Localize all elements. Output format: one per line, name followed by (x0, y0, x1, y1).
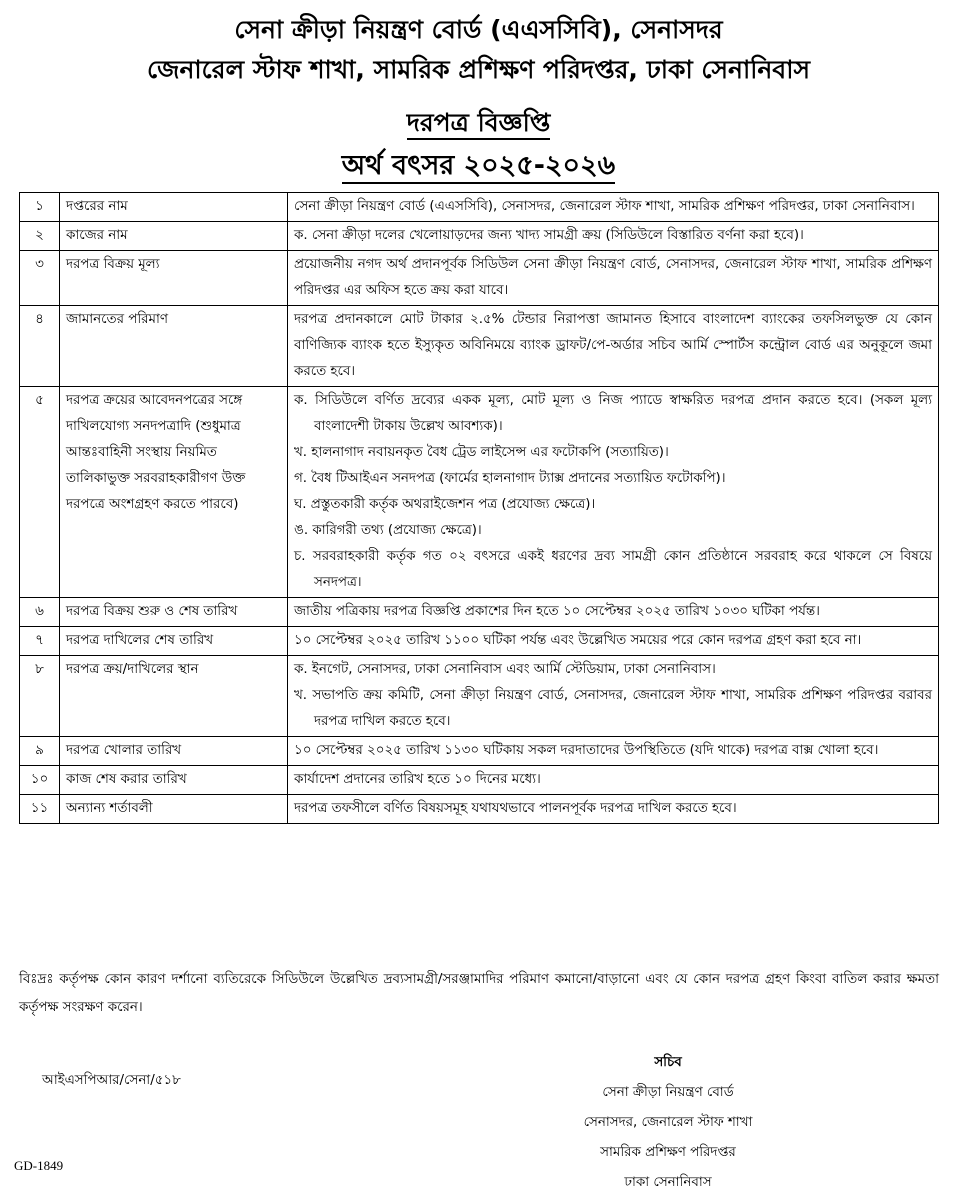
gd-number: GD-1849 (14, 1158, 64, 1173)
notice-title (0, 103, 957, 146)
list-item: ক. ইনগেট, সেনাসদর, ঢাকা সেনানিবাস এবং আর্মি স্টেডিয়াম, ঢাকা সেনানিবাস। (294, 662, 716, 677)
serial-cell: ৭ (20, 627, 60, 656)
label-cell: দপ্তরের নাম (60, 193, 288, 222)
list-item: ঘ. প্রস্তুতকারী কর্তৃক অথরাইজেশন পত্র (প্রযোজ্য ক্ষেত্রে)। (294, 497, 596, 512)
footnote: বিঃদ্রঃ কর্তৃপক্ষ কোন কারণ দর্শানো ব্যতিরেকে সিডিউলে উল্লেখিত দ্রব্যসামগ্রী/সরঞ্জামাদির পরিমাণ কমানো/বাড়ানো এবং যে কোন দরপত্র গ্রহণ কিংবা বাতিল করার ক্ষমতা কর্তৃপক্ষ সংরক্ষণ করেন। (19, 972, 939, 1015)
serial-cell: ৫ (20, 387, 60, 598)
serial-cell: ৬ (20, 598, 60, 627)
table-row (20, 795, 939, 824)
serial-cell: ৩ (20, 251, 60, 306)
table-row (20, 656, 939, 737)
label-cell: অন্যান্য শর্তাবলী (60, 795, 288, 824)
table-row (20, 251, 939, 306)
header-line-2: জেনারেল স্টাফ শাখা, সামরিক প্রশিক্ষণ পরিদপ্তর, ঢাকা সেনানিবাস (147, 55, 810, 84)
list-item: খ. সভাপতি ক্রয় কমিটি, সেনা ক্রীড়া নিয়ন্ত্রণ বোর্ড, সেনাসদর, জেনারেল স্টাফ শাখা, সামরিক প্রশিক্ষণ পরিদপ্তর বরাবর দরপত্র দাখিল করতে হবে। (294, 688, 932, 729)
signatory-line: সেনাসদর, জেনারেল স্টাফ শাখা (583, 1115, 753, 1130)
table-row (20, 306, 939, 387)
table-row (20, 387, 939, 598)
label-cell: কাজের নাম (60, 222, 288, 251)
serial-cell: ১১ (20, 795, 60, 824)
table-row (20, 598, 939, 627)
serial-cell: ৪ (20, 306, 60, 387)
table-row (20, 222, 939, 251)
table-row (20, 737, 939, 766)
value-cell: দরপত্র তফসীলে বর্ণিত বিষয়সমূহ যথাযথভাবে পালনপূর্বক দরপত্র দাখিল করতে হবে। (288, 795, 939, 824)
serial-cell: ১ (20, 193, 60, 222)
header-line-1: সেনা ক্রীড়া নিয়ন্ত্রণ বোর্ড (এএসসিবি), সেনাসদর (234, 15, 723, 44)
value-cell: জাতীয় পত্রিকায় দরপত্র বিজ্ঞপ্তি প্রকাশের দিন হতে ১০ সেপ্টেম্বর ২০২৫ তারিখ ১০৩০ ঘটিকা পর্যন্ত। (288, 598, 939, 627)
value-cell (288, 387, 939, 598)
serial-cell: ৮ (20, 656, 60, 737)
value-cell: ক. সেনা ক্রীড়া দলের খেলোয়াড়দের জন্য খাদ্য সামগ্রী ক্রয় (সিডিউলে বিস্তারিত বর্ণনা করা হবে)। (288, 222, 939, 251)
label-cell: দরপত্র ক্রয়ের আবেদনপত্রের সঙ্গে দাখিলযোগ্য সনদপত্রাদি (শুধুমাত্র আন্তঃবাহিনী সংস্থায় নিয়মিত তালিকাভুক্ত সরবরাহকারীগণ উক্ত দরপত্রে অংশগ্রহণ করতে পারবে) (60, 387, 288, 598)
value-cell: ১০ সেপ্টেম্বর ২০২৫ তারিখ ১১০০ ঘটিকা পর্যন্ত এবং উল্লেখিত সময়ের পরে কোন দরপত্র গ্রহণ করা হবে না। (288, 627, 939, 656)
label-cell: দরপত্র বিক্রয় মূল্য (60, 251, 288, 306)
value-cell: ১০ সেপ্টেম্বর ২০২৫ তারিখ ১১৩০ ঘটিকায় সকল দরদাতাদের উপস্থিতিতে (যদি থাকে) দরপত্র বাক্স খোলা হবে। (288, 737, 939, 766)
tender-details-table (19, 192, 939, 824)
label-cell: দরপত্র ক্রয়/দাখিলের স্থান (60, 656, 288, 737)
value-cell (288, 656, 939, 737)
value-cell: সেনা ক্রীড়া নিয়ন্ত্রণ বোর্ড (এএসসিবি), সেনাসদর, জেনারেল স্টাফ শাখা, সামরিক প্রশিক্ষণ পরিদপ্তর, ঢাকা সেনানিবাস। (288, 193, 939, 222)
signatory-line: সেনা ক্রীড়া নিয়ন্ত্রণ বোর্ড (602, 1085, 734, 1100)
signature-block (538, 1048, 798, 1198)
list-item: ক. সিডিউলে বর্ণিত দ্রব্যের একক মূল্য, মোট মূল্য ও নিজ প্যাডে স্বাক্ষরিত দরপত্র প্রদান করতে হবে। (সকল মূল্য বাংলাদেশী টাকায় উল্লেখ আবশ্যক)। (294, 393, 932, 434)
serial-cell: ২ (20, 222, 60, 251)
value-cell: কার্যাদেশ প্রদানের তারিখ হতে ১০ দিনের মধ্যে। (288, 766, 939, 795)
signatory-title: সচিব (654, 1055, 682, 1070)
serial-cell: ১০ (20, 766, 60, 795)
label-cell: দরপত্র বিক্রয় শুরু ও শেষ তারিখ (60, 598, 288, 627)
label-cell: কাজ শেষ করার তারিখ (60, 766, 288, 795)
signatory-line: সামরিক প্রশিক্ষণ পরিদপ্তর (600, 1145, 736, 1160)
table-row (20, 627, 939, 656)
list-item: গ. বৈধ টিআইএন সনদপত্র (ফার্মের হালনাগাদ ট্যাক্স প্রদানের সত্যায়িত ফটোকপি)। (294, 471, 726, 486)
fiscal-year-text: অর্থ বৎসর ২০২৫-২০২৬ (342, 150, 615, 184)
notice-title-text: দরপত্র বিজ্ঞপ্তি (407, 108, 551, 140)
serial-cell: ৯ (20, 737, 60, 766)
label-cell: দরপত্র খোলার তারিখ (60, 737, 288, 766)
fiscal-year (0, 145, 957, 190)
label-cell: জামানতের পরিমাণ (60, 306, 288, 387)
signatory-line: ঢাকা সেনানিবাস (624, 1175, 712, 1190)
value-cell: দরপত্র প্রদানকালে মোট টাকার ২.৫% টেন্ডার নিরাপত্তা জামানত হিসাবে বাংলাদেশ ব্যাংকের তফসিলভুক্ত যে কোন বাণিজ্যিক ব্যাংক হতে ইস্যুকৃত অবিনিময়ে ব্যাংক ড্রাফট/পে-অর্ডার সচিব আর্মি স্পোর্টস কন্ট্রোল বোর্ড এর অনুকূলে জমা করতে হবে। (288, 306, 939, 387)
list-item: খ. হালনাগাদ নবায়নকৃত বৈধ ট্রেড লাইসেন্স এর ফটোকপি (সত্যায়িত)। (294, 445, 669, 460)
label-cell: দরপত্র দাখিলের শেষ তারিখ (60, 627, 288, 656)
list-item: ঙ. কারিগরী তথ্য (প্রযোজ্য ক্ষেত্রে)। (294, 523, 482, 538)
list-item: চ. সরবরাহকারী কর্তৃক গত ০২ বৎসরে একই ধরণের দ্রব্য সামগ্রী কোন প্রতিষ্ঠানে সরবরাহ করে থাকলে সে বিষয়ে সনদপত্র। (294, 549, 932, 590)
table-row (20, 766, 939, 795)
table-row (20, 193, 939, 222)
memo-number: আইএসপিআর/সেনা/৫১৮ (42, 1073, 181, 1088)
value-cell: প্রয়োজনীয় নগদ অর্থ প্রদানপূর্বক সিডিউল সেনা ক্রীড়া নিয়ন্ত্রণ বোর্ড, সেনাসদর, জেনারেল স্টাফ শাখা, সামরিক প্রশিক্ষণ পরিদপ্তর এর অফিস হতে ক্রয় করা যাবে। (288, 251, 939, 306)
